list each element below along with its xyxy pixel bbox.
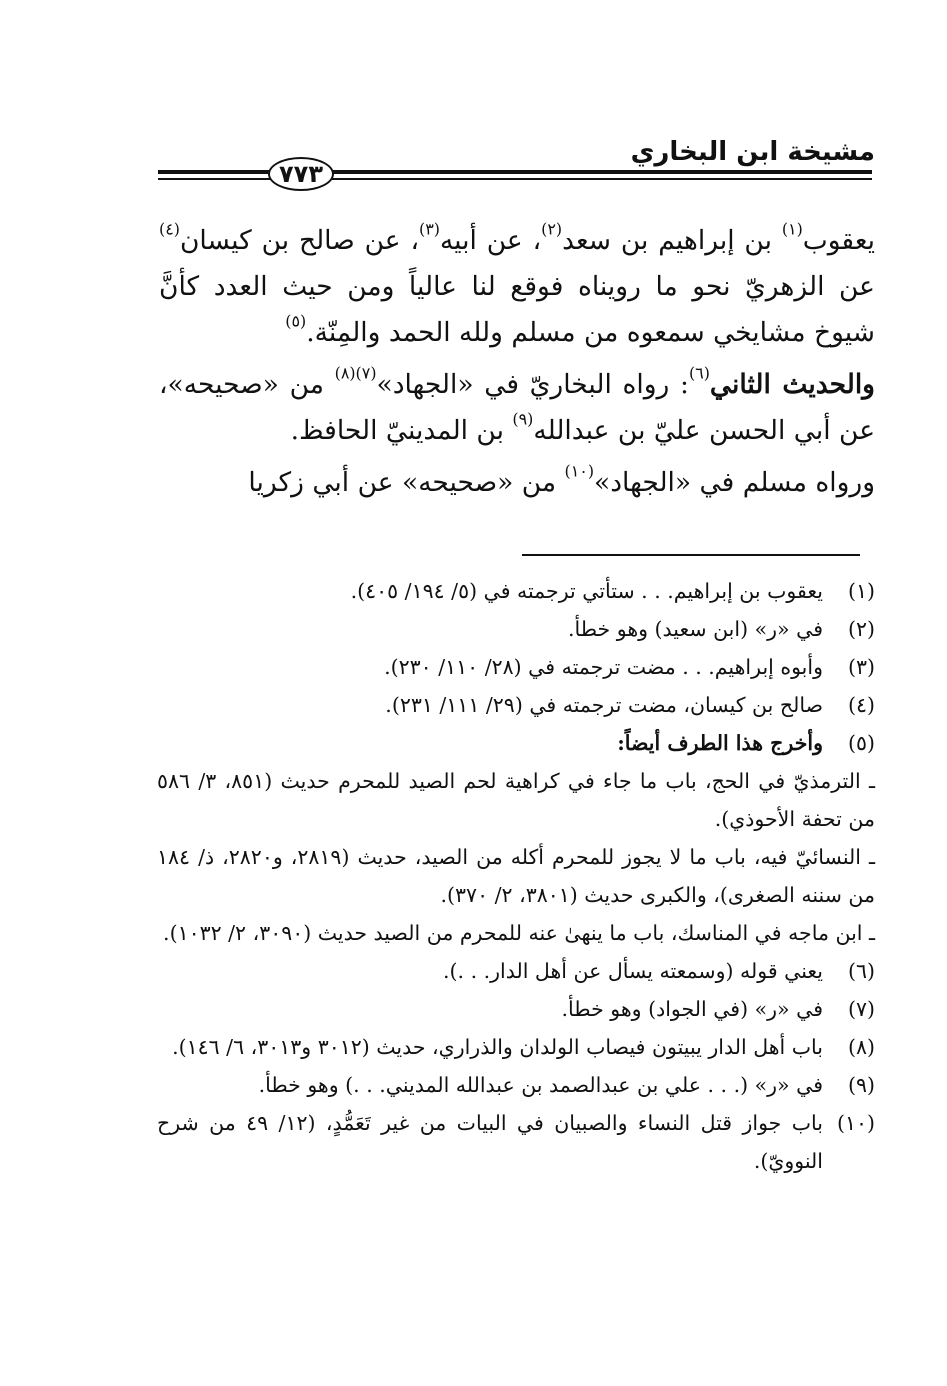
body-text-run: ورواه مسلم في «الجهاد» [594,467,875,498]
footnote-number: (١٠) [836,1111,875,1135]
footnote-number: (٥) [847,731,875,755]
footnote-text: باب جواز قتل النساء والصبيان في البيات من غير تَعَمُّدٍ، (١٢/ ٤٩ من شرح النوويّ). [157,1111,824,1173]
body-text-run: ، عن صالح بن كيسان [179,225,419,256]
footnote-subitem: ـ الترمذيّ في الحج، باب ما جاء في كراهية لحم الصيد للمحرم حديث (٨٥١، ٣/ ٥٨٦ من تحفة الأحوذي). [157,769,875,831]
body-text-run: يعقوب [802,225,875,256]
footnote [157,1066,875,1104]
hadith-heading: والحديث الثاني [709,369,875,400]
body-text [159,218,875,506]
body-paragraph [159,460,875,506]
footnote-marker: (٦) [688,363,710,383]
footnote-marker: (٩) [512,409,534,429]
body-text-run: بن المدينيّ الحافظ. [290,415,513,446]
footnotes [157,572,875,1180]
footnote [157,1028,875,1066]
header-rule-left [158,170,270,180]
book-title: مشيخة ابن البخاري [630,137,875,167]
footnote [157,686,875,724]
footnote-number: (٣) [847,655,875,679]
body-text-run: : رواه البخاريّ في «الجهاد» [376,369,689,400]
footnote-number: (٧) [847,997,875,1021]
body-paragraph [159,218,875,356]
footnote [157,572,875,610]
footnote [157,1104,875,1180]
footnote-separator [522,554,860,556]
body-text-run: ، عن أبيه [439,225,542,256]
footnote-text: باب أهل الدار يبيتون فيصاب الولدان والذراري، حديث (٣٠١٢ و٣٠١٣، ٦/ ١٤٦). [172,1035,823,1059]
footnote-marker: (٤) [159,219,180,239]
footnote-number: (٨) [847,1035,875,1059]
footnote [157,952,875,990]
footnote-number: (٤) [847,693,875,717]
footnote-number: (٢) [847,617,875,641]
footnote-text: في «ر» (. . . علي بن عبدالصمد بن عبدالله المديني. . .) وهو خطأ. [258,1073,823,1097]
footnote-marker: (١) [781,219,803,239]
footnote-subitem: ـ ابن ماجه في المناسك، باب ما ينهىٰ عنه للمحرم من الصيد حديث (٣٠٩٠، ٢/ ١٠٣٢). [163,921,875,945]
footnote-number: (١) [847,579,875,603]
footnote [157,724,875,762]
footnote-number: (٦) [847,959,875,983]
body-text-run: من «صحيحه»، عن أبي الحسن عليّ بن عبدالله [159,369,875,446]
footnote [157,990,875,1028]
footnote-text: وأبوه إبراهيم. . . مضت ترجمته في (٢٨/ ١١٠/ ٢٣٠). [384,655,823,679]
footnote-text: وأخرج هذا الطرف أيضاً: [617,731,823,755]
footnote-marker: (١٠) [564,461,595,481]
footnote-text: في «ر» (ابن سعيد) وهو خطأ. [567,617,823,641]
footnote-text: يعني قوله (وسمعته يسأل عن أهل الدار. . .). [443,959,823,983]
body-text-run: من «صحيحه» عن أبي زكريا [248,467,565,498]
footnote-marker: (٣) [419,219,440,239]
footnote-number: (٩) [847,1073,875,1097]
header-rule-right [332,170,872,180]
body-paragraph [159,362,875,454]
footnote-marker: (٧)(٨) [334,363,377,383]
body-text-run: عن الزهريّ نحو ما رويناه فوقع لنا عالياً ومن حيث العدد كأنَّ شيوخ مشايخي سمعوه من مسلم ولله الحمد والمِنّة. [159,271,875,348]
footnote-text: في «ر» (في الجواد) وهو خطأ. [561,997,823,1021]
footnote-text: يعقوب بن إبراهيم. . . ستأتي ترجمته في (٥/ ١٩٤/ ٤٠٥). [350,579,823,603]
footnote-marker: (٥) [285,311,307,331]
footnote [157,648,875,686]
footnote-subitem: ـ النسائيّ فيه، باب ما لا يجوز للمحرم أكله من الصيد، حديث (٢٨١٩، و٢٨٢٠، ذ/ ١٨٤ من سننه الصغرى)، والكبرى حديث (٣٨٠١، ٢/ ٣٧٠). [157,845,875,907]
footnote-text: صالح بن كيسان، مضت ترجمته في (٢٩/ ١١١/ ٢٣١). [385,693,823,717]
page-number: ٧٧٣ [268,157,334,191]
footnote-marker: (٢) [541,219,563,239]
footnote [157,610,875,648]
body-text-run: بن إبراهيم بن سعد [562,225,782,256]
